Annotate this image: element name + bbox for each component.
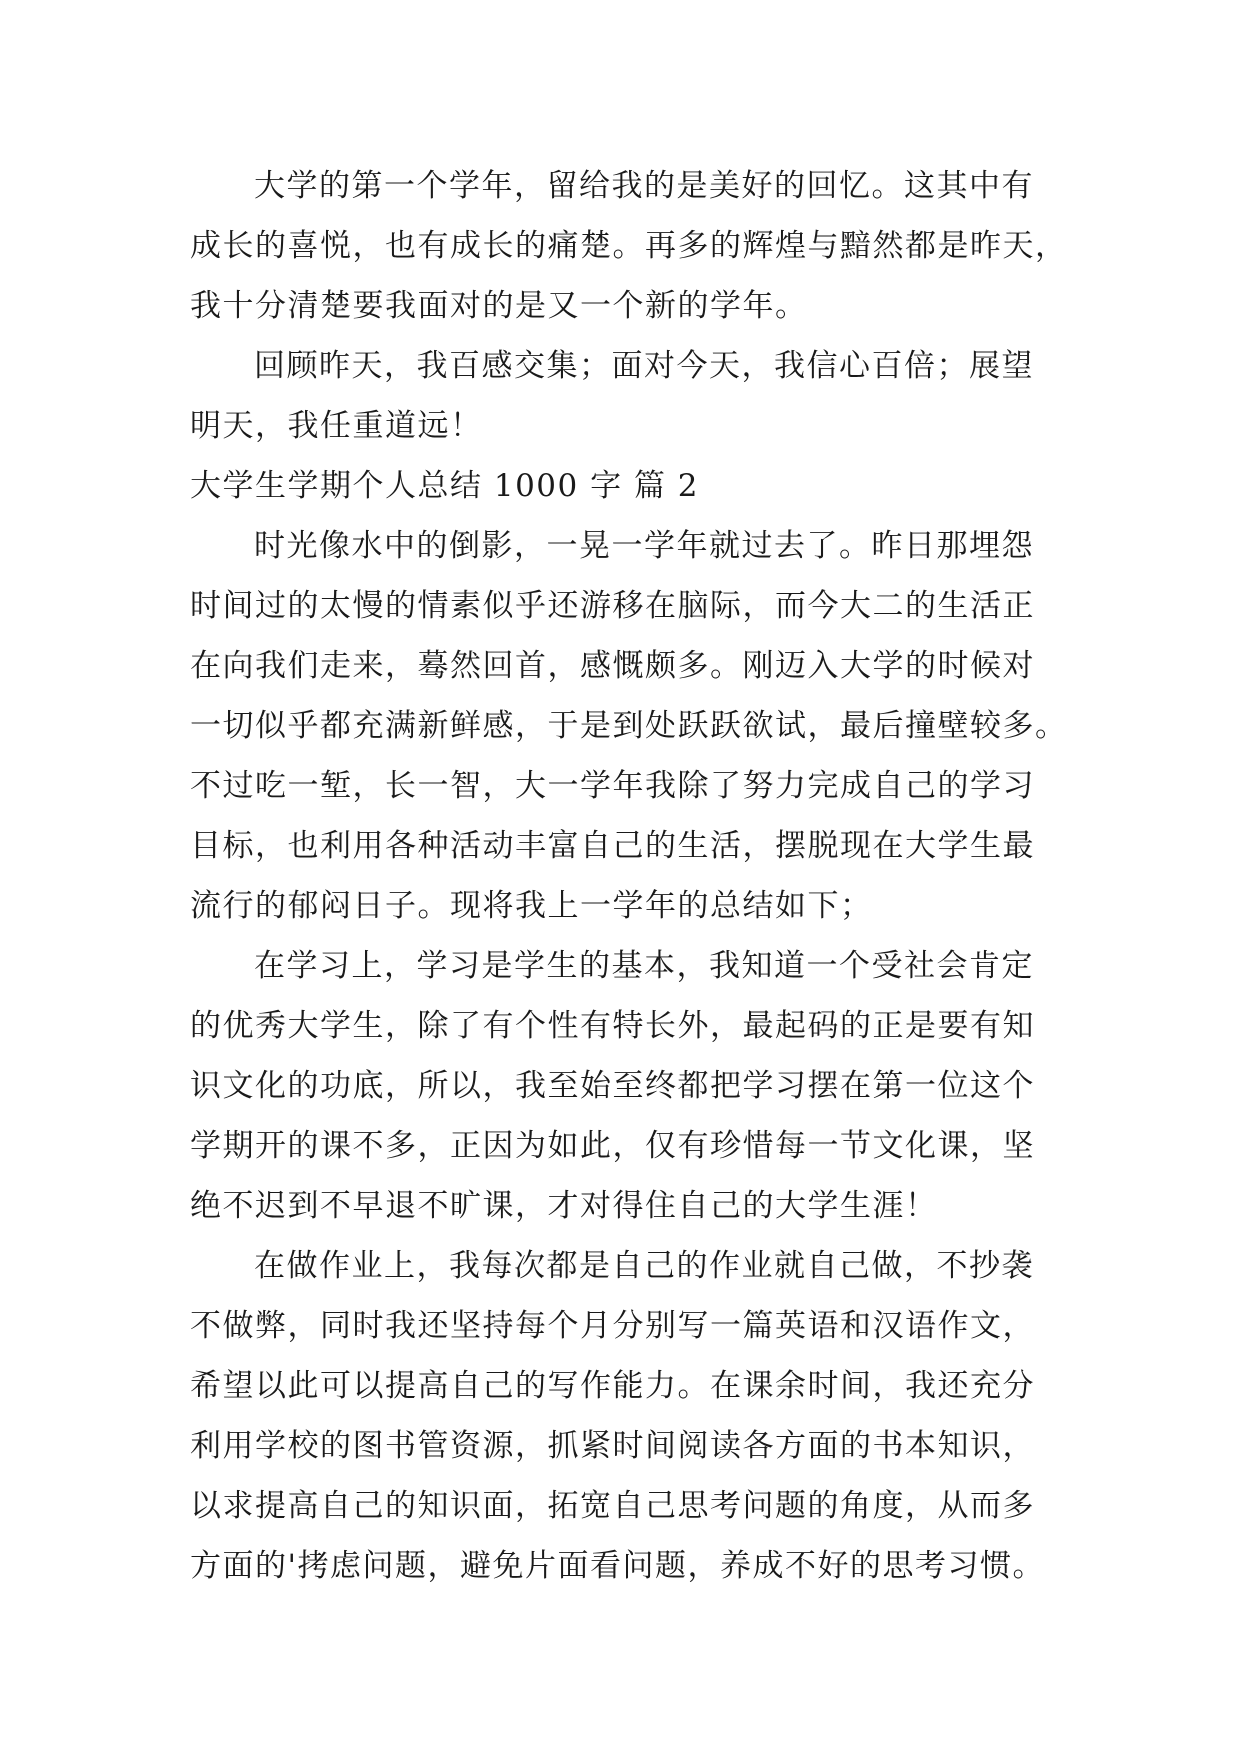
paragraph-line: 不过吃一堑，长一智，大一学年我除了努力完成自己的学习 xyxy=(190,768,1035,804)
paragraph-line: 我十分清楚要我面对的是又一个新的学年。 xyxy=(190,288,808,324)
paragraph-line: 时间过的太慢的情素似乎还游移在脑际，而今大二的生活正 xyxy=(190,588,1035,624)
paragraph-line: 回顾昨天，我百感交集；面对今天，我信心百倍；展望 xyxy=(254,348,1034,384)
paragraph-line: 成长的喜悦，也有成长的痛楚。再多的辉煌与黯然都是昨天， xyxy=(190,228,1068,264)
paragraph-line: 利用学校的图书管资源，抓紧时间阅读各方面的书本知识， xyxy=(190,1428,1035,1464)
paragraph-line: 学期开的课不多，正因为如此，仅有珍惜每一节文化课，坚 xyxy=(190,1128,1035,1164)
paragraph-line: 时光像水中的倒影，一晃一学年就过去了。昨日那埋怨 xyxy=(254,528,1034,564)
section-heading: 大学生学期个人总结 1000 字 篇 2 xyxy=(190,468,700,504)
paragraph-line: 不做弊，同时我还坚持每个月分别写一篇英语和汉语作文， xyxy=(190,1308,1035,1344)
paragraph-line: 在向我们走来，蓦然回首，感慨颇多。刚迈入大学的时候对 xyxy=(190,648,1035,684)
paragraph-line: 以求提高自己的知识面，拓宽自己思考问题的角度，从而多 xyxy=(190,1488,1035,1524)
paragraph-line: 目标，也利用各种活动丰富自己的生活，摆脱现在大学生最 xyxy=(190,828,1035,864)
paragraph-line: 在学习上，学习是学生的基本，我知道一个受社会肯定 xyxy=(254,948,1034,984)
paragraph-line: 在做作业上，我每次都是自己的作业就自己做，不抄袭 xyxy=(254,1248,1034,1284)
paragraph-line: 一切似乎都充满新鲜感，于是到处跃跃欲试，最后撞壁较多。 xyxy=(190,708,1068,744)
paragraph-line: 明天，我任重道远！ xyxy=(190,408,483,444)
paragraph-line: 希望以此可以提高自己的写作能力。在课余时间，我还充分 xyxy=(190,1368,1035,1404)
paragraph-line: 流行的郁闷日子。现将我上一学年的总结如下； xyxy=(190,888,873,924)
document-body xyxy=(190,156,1070,1596)
paragraph-line: 大学的第一个学年，留给我的是美好的回忆。这其中有 xyxy=(254,168,1034,204)
paragraph-line: 的优秀大学生，除了有个性有特长外，最起码的正是要有知 xyxy=(190,1008,1035,1044)
paragraph-line: 识文化的功底，所以，我至始至终都把学习摆在第一位这个 xyxy=(190,1068,1035,1104)
paragraph-line: 方面的'拷虑问题，避免片面看问题，养成不好的思考习惯。 xyxy=(190,1548,1046,1584)
paragraph-line: 绝不迟到不早退不旷课，才对得住自己的大学生涯！ xyxy=(190,1188,938,1224)
